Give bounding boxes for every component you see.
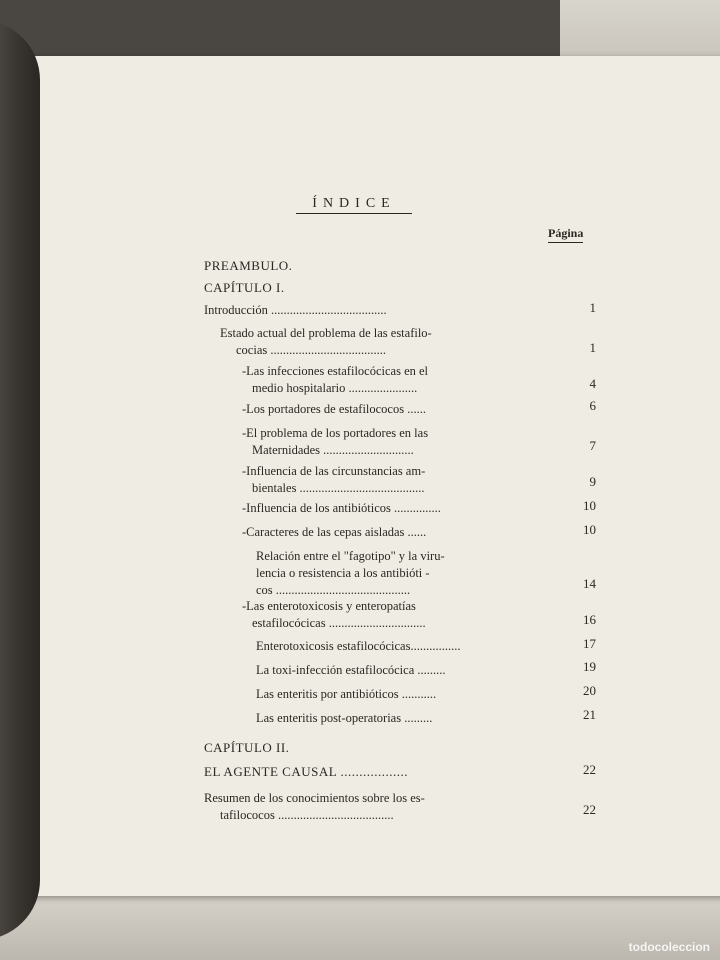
toc-entry-line: estafilocócicas ...............................: [252, 616, 426, 630]
index-title: ÍNDICE: [296, 196, 412, 214]
toc-entry-line: -Los portadores de estafilococos ......: [242, 402, 426, 416]
toc-entry: [256, 548, 445, 599]
toc-entry-line: cocias .....................................: [236, 343, 386, 357]
toc-entry-page: 16: [583, 612, 596, 627]
page-column-header: Página: [548, 226, 583, 243]
heading-preambulo: PREAMBULO.: [204, 258, 293, 273]
toc-entry-page: 6: [589, 398, 596, 413]
toc-entry-line: Introducción .....................................: [204, 303, 387, 317]
toc-entry-line: -El problema de los portadores en las: [242, 426, 429, 440]
toc-entry-line: Relación entre el "fagotipo" y la viru-: [256, 549, 445, 563]
toc-entry: [256, 638, 460, 655]
toc-entry: [204, 302, 387, 319]
toc-entry-line: tafilococos .....................................: [220, 808, 394, 822]
heading-agente-causal: EL AGENTE CAUSAL ..................: [204, 764, 408, 779]
toc-entry: [242, 425, 428, 459]
toc-entry-page: 21: [583, 707, 596, 722]
toc-entry-line: Enterotoxicosis estafilocócicas................: [256, 639, 461, 653]
toc-entry-line: Las enteritis post-operatorias .........: [256, 711, 433, 725]
heading-capitulo-1: CAPÍTULO I.: [204, 280, 285, 295]
toc-entry: [242, 363, 428, 397]
toc-entry: [256, 710, 432, 727]
toc-entry: [256, 662, 446, 679]
toc-entry-line: -Influencia de los antibióticos ...............: [242, 501, 441, 515]
table-surface: [0, 890, 720, 960]
toc-entry: [204, 790, 425, 824]
toc-entry-page: 17: [583, 636, 596, 651]
toc-entry-line: lencia o resistencia a los antibióti -: [256, 566, 430, 580]
toc-entry-page: 1: [589, 340, 596, 355]
toc-entry-page: 20: [583, 683, 596, 698]
toc-entry-line: -Caracteres de las cepas aisladas ......: [242, 525, 427, 539]
toc-entry-page: 22: [583, 762, 596, 777]
heading-capitulo-2: CAPÍTULO II.: [204, 740, 290, 755]
toc-entry-line: Resumen de los conocimientos sobre los es-: [204, 791, 425, 805]
toc-entry: [256, 686, 436, 703]
watermark-logo: todocoleccion: [628, 940, 710, 954]
background-page: [560, 0, 720, 60]
toc-entry-page: 14: [583, 576, 596, 591]
toc-entry-line: medio hospitalario ......................: [252, 381, 418, 395]
toc-entry: [242, 524, 426, 541]
toc-entry-page: 4: [589, 376, 596, 391]
toc-entry-page: 10: [583, 522, 596, 537]
toc-entry-page: 10: [583, 498, 596, 513]
toc-entry-line: -Las enterotoxicosis y enteropatías: [242, 599, 416, 613]
toc-entry-page: 9: [589, 474, 596, 489]
toc-entry-page: 7: [589, 438, 596, 453]
toc-entry-line: -Influencia de las circunstancias am-: [242, 464, 426, 478]
toc-entry-line: La toxi-infección estafilocócica .........: [256, 663, 446, 677]
toc-entry: [242, 401, 426, 418]
toc-entry-line: Maternidades .............................: [252, 443, 414, 457]
toc-entry-line: -Las infecciones estafilocócicas en el: [242, 364, 429, 378]
toc-entry: [242, 500, 441, 517]
toc-entry: [220, 325, 432, 359]
page-curl: [0, 20, 40, 940]
toc-entry-page: 22: [583, 802, 596, 817]
toc-entry-page: 19: [583, 659, 596, 674]
toc-entry-line: cos ...........................................: [256, 583, 411, 597]
toc-entry-page: 1: [589, 300, 596, 315]
toc-entry-line: Estado actual del problema de las estafilo-: [220, 326, 432, 340]
toc-entry-line: bientales ........................................: [252, 481, 425, 495]
toc-entry: [242, 598, 426, 632]
toc-entry: [242, 463, 425, 497]
toc-entry-line: Las enteritis por antibióticos ...........: [256, 687, 437, 701]
